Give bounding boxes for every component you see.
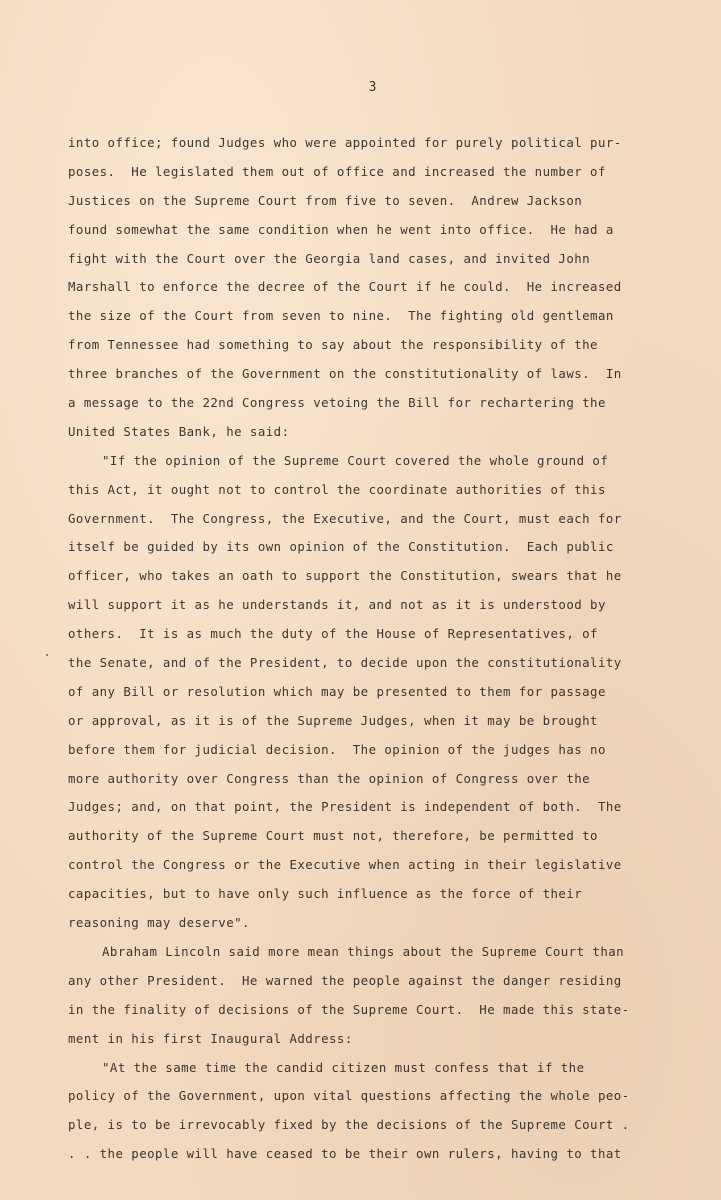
- text-line: "At the same time the candid citizen must confess that if the: [102, 1059, 585, 1075]
- text-line: capacities, but to have only such influence as the force of their: [68, 886, 583, 902]
- text-line: others. It is as much the duty of the House of Representatives, of: [68, 626, 598, 642]
- text-line: any other President. He warned the people against the danger residing: [68, 972, 622, 988]
- text-line: . . the people will have ceased to be their own rulers, having to that: [68, 1146, 622, 1162]
- text-line: policy of the Government, upon vital questions affecting the whole peo-: [68, 1088, 630, 1104]
- page-number: 3: [368, 80, 377, 95]
- text-line: will support it as he understands it, and not as it is understood by: [68, 597, 606, 613]
- text-line: reasoning may deserve".: [68, 915, 250, 931]
- text-line: ple, is to be irrevocably fixed by the decisions of the Supreme Court .: [68, 1117, 630, 1133]
- text-line: fight with the Court over the Georgia land cases, and invited John: [68, 250, 591, 266]
- text-line: before them for judicial decision. The opinion of the judges has no: [68, 741, 606, 757]
- text-line: Marshall to enforce the decree of the Court if he could. He increased: [68, 279, 622, 295]
- text-line: control the Congress or the Executive when acting in their legislative: [68, 857, 622, 873]
- stray-ink-mark: [46, 654, 48, 656]
- text-line: Government. The Congress, the Executive, and the Court, must each for: [68, 510, 622, 526]
- text-line: in the finality of decisions of the Supreme Court. He made this state-: [68, 1001, 630, 1017]
- text-line: more authority over Congress than the opinion of Congress over the: [68, 770, 591, 786]
- text-line: Judges; and, on that point, the President is independent of both. The: [68, 799, 622, 815]
- text-line: Justices on the Supreme Court from five to seven. Andrew Jackson: [68, 192, 583, 208]
- text-line: United States Bank, he said:: [68, 423, 290, 439]
- body-text: [68, 129, 668, 1169]
- text-line: officer, who takes an oath to support the Constitution, swears that he: [68, 568, 622, 584]
- text-line: Abraham Lincoln said more mean things about the Supreme Court than: [102, 943, 625, 959]
- text-line: ment in his first Inaugural Address:: [68, 1030, 353, 1046]
- text-line: "If the opinion of the Supreme Court covered the whole ground of: [102, 452, 609, 468]
- text-line: into office; found Judges who were appointed for purely political pur-: [68, 135, 622, 150]
- text-line: found somewhat the same condition when he went into office. He had a: [68, 221, 614, 237]
- text-line: or approval, as it is of the Supreme Judges, when it may be brought: [68, 712, 598, 728]
- text-line: this Act, it ought not to control the coordinate authorities of this: [68, 481, 606, 497]
- text-line: authority of the Supreme Court must not, therefore, be permitted to: [68, 828, 598, 844]
- text-line: from Tennessee had something to say about the responsibility of the: [68, 337, 598, 353]
- text-line: itself be guided by its own opinion of the Constitution. Each public: [68, 539, 614, 555]
- text-line: a message to the 22nd Congress vetoing the Bill for rechartering the: [68, 395, 606, 411]
- text-line: poses. He legislated them out of office and increased the number of: [68, 163, 606, 179]
- text-line: the Senate, and of the President, to decide upon the constitutionality: [68, 655, 622, 671]
- text-line: three branches of the Government on the constitutionality of laws. In: [68, 366, 622, 382]
- text-line: of any Bill or resolution which may be presented to them for passage: [68, 683, 606, 699]
- text-line: the size of the Court from seven to nine. The fighting old gentleman: [68, 308, 614, 324]
